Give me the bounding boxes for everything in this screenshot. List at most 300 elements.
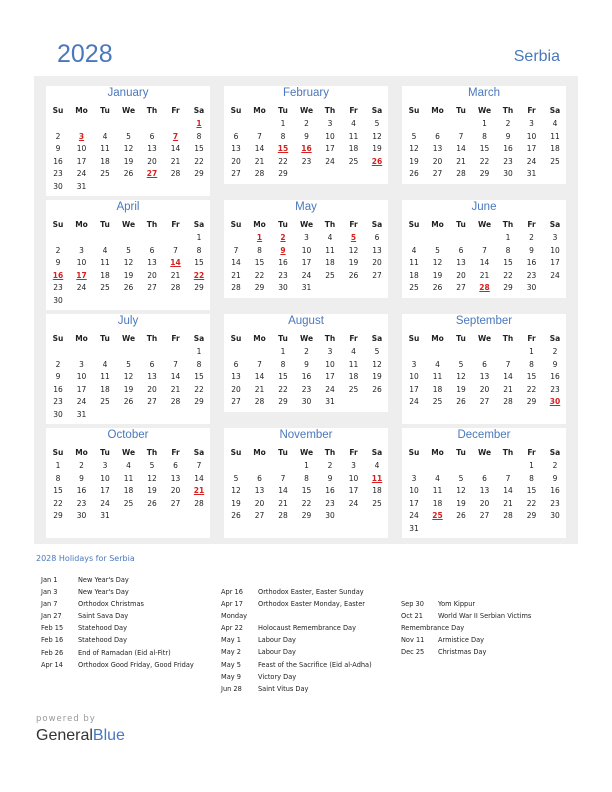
day-cell[interactable]: 2	[55, 245, 61, 255]
day-cell[interactable]: 2	[552, 347, 558, 356]
day-cell[interactable]: 5	[126, 359, 131, 369]
day-cell[interactable]: 26	[348, 270, 359, 280]
day-cell[interactable]: 29	[194, 169, 204, 179]
day-cell[interactable]: 29	[526, 511, 537, 521]
day-cell[interactable]: 21	[231, 270, 241, 280]
holiday-day-cell[interactable]: 14	[170, 258, 181, 268]
day-cell[interactable]: 10	[325, 359, 335, 369]
day-cell[interactable]: 19	[372, 144, 382, 154]
holiday-day-cell[interactable]: 16	[301, 144, 312, 154]
day-cell[interactable]: 8	[196, 245, 202, 255]
day-cell[interactable]: 27	[147, 397, 157, 407]
day-cell[interactable]: 28	[503, 511, 513, 521]
day-cell[interactable]: 25	[325, 270, 335, 280]
day-cell[interactable]: 24	[526, 156, 537, 166]
day-cell[interactable]: 23	[526, 270, 537, 280]
day-cell[interactable]: 5	[126, 131, 131, 141]
day-cell[interactable]: 21	[254, 156, 265, 166]
day-cell[interactable]: 25	[372, 498, 382, 508]
day-cell[interactable]: 26	[147, 498, 157, 508]
day-cell[interactable]: 9	[55, 144, 61, 154]
day-cell[interactable]: 7	[173, 245, 178, 255]
day-cell[interactable]: 23	[278, 270, 288, 280]
holiday-day-cell[interactable]: 22	[193, 270, 205, 280]
day-cell[interactable]: 17	[100, 486, 110, 496]
day-cell[interactable]: 27	[170, 498, 181, 508]
day-cell[interactable]: 14	[456, 144, 466, 154]
day-cell[interactable]: 3	[79, 359, 84, 369]
day-cell[interactable]: 27	[479, 511, 490, 521]
day-cell[interactable]: 9	[304, 131, 309, 141]
day-cell[interactable]: 19	[456, 384, 466, 394]
day-cell[interactable]: 20	[456, 270, 466, 280]
day-cell[interactable]: 2	[55, 359, 61, 369]
day-cell[interactable]: 18	[432, 498, 443, 508]
day-cell[interactable]: 4	[435, 359, 440, 369]
day-cell[interactable]: 16	[325, 486, 335, 496]
day-cell[interactable]: 9	[79, 473, 84, 483]
day-cell[interactable]: 14	[278, 486, 288, 496]
day-cell[interactable]: 26	[123, 169, 134, 179]
day-cell[interactable]: 11	[432, 486, 443, 496]
day-cell[interactable]: 18	[123, 486, 134, 496]
day-cell[interactable]: 16	[550, 486, 560, 496]
day-cell[interactable]: 7	[280, 473, 286, 483]
day-cell[interactable]: 17	[76, 384, 87, 394]
day-cell[interactable]: 2	[505, 119, 511, 128]
day-cell[interactable]: 12	[372, 359, 382, 369]
day-cell[interactable]: 28	[170, 397, 181, 407]
day-cell[interactable]: 24	[325, 384, 335, 394]
day-cell[interactable]: 13	[456, 258, 466, 268]
day-cell[interactable]: 17	[409, 498, 419, 508]
day-cell[interactable]: 15	[503, 258, 513, 268]
day-cell[interactable]: 26	[409, 169, 419, 179]
day-cell[interactable]: 22	[503, 270, 513, 280]
day-cell[interactable]: 11	[325, 245, 335, 255]
day-cell[interactable]: 20	[231, 384, 241, 394]
day-cell[interactable]: 20	[432, 156, 443, 166]
day-cell[interactable]: 20	[254, 498, 265, 508]
day-cell[interactable]: 19	[123, 270, 134, 280]
day-cell[interactable]: 5	[435, 245, 440, 255]
day-cell[interactable]: 7	[505, 359, 511, 369]
day-cell[interactable]: 4	[327, 233, 333, 242]
day-cell[interactable]: 22	[278, 156, 288, 166]
day-cell[interactable]: 26	[456, 511, 466, 521]
day-cell[interactable]: 18	[348, 372, 359, 382]
day-cell[interactable]: 20	[231, 156, 241, 166]
day-cell[interactable]: 6	[149, 131, 155, 141]
day-cell[interactable]: 19	[123, 156, 134, 166]
day-cell[interactable]: 4	[552, 119, 558, 128]
day-cell[interactable]: 22	[526, 498, 537, 508]
day-cell[interactable]: 15	[254, 258, 265, 268]
day-cell[interactable]: 11	[348, 359, 359, 369]
day-cell[interactable]: 14	[479, 258, 490, 268]
day-cell[interactable]: 23	[550, 498, 560, 508]
day-cell[interactable]: 20	[147, 156, 157, 166]
day-cell[interactable]: 27	[231, 397, 241, 407]
holiday-day-cell[interactable]: 15	[277, 144, 289, 154]
day-cell[interactable]: 9	[552, 473, 558, 483]
day-cell[interactable]: 8	[196, 359, 202, 369]
day-cell[interactable]: 13	[479, 372, 490, 382]
day-cell[interactable]: 13	[432, 144, 443, 154]
day-cell[interactable]: 22	[479, 156, 490, 166]
day-cell[interactable]: 23	[53, 397, 63, 407]
day-cell[interactable]: 12	[456, 372, 466, 382]
day-cell[interactable]: 5	[458, 473, 464, 483]
day-cell[interactable]: 20	[372, 258, 382, 268]
day-cell[interactable]: 12	[372, 131, 382, 141]
day-cell[interactable]: 15	[526, 486, 537, 496]
day-cell[interactable]: 20	[147, 384, 157, 394]
day-cell[interactable]: 9	[304, 359, 309, 369]
day-cell[interactable]: 3	[327, 119, 333, 128]
day-cell[interactable]: 10	[100, 473, 110, 483]
day-cell[interactable]: 15	[194, 144, 204, 154]
brand-logo[interactable]	[36, 727, 125, 745]
day-cell[interactable]: 30	[76, 511, 87, 521]
day-cell[interactable]: 16	[53, 156, 63, 166]
holiday-day-cell[interactable]: 16	[52, 270, 64, 280]
day-cell[interactable]: 1	[482, 119, 487, 128]
day-cell[interactable]: 1	[529, 461, 534, 470]
day-cell[interactable]: 24	[325, 156, 335, 166]
day-cell[interactable]: 29	[278, 169, 288, 179]
day-cell[interactable]: 8	[304, 473, 309, 483]
day-cell[interactable]: 17	[301, 258, 312, 268]
holiday-day-cell[interactable]: 5	[350, 233, 357, 242]
day-cell[interactable]: 13	[479, 486, 490, 496]
day-cell[interactable]: 11	[409, 258, 419, 268]
day-cell[interactable]: 8	[482, 131, 487, 141]
day-cell[interactable]: 6	[482, 473, 487, 483]
day-cell[interactable]: 28	[170, 169, 181, 179]
day-cell[interactable]: 31	[76, 410, 87, 419]
day-cell[interactable]: 28	[231, 283, 241, 293]
day-cell[interactable]: 24	[301, 270, 312, 280]
day-cell[interactable]: 2	[55, 131, 61, 141]
day-cell[interactable]: 10	[76, 372, 87, 382]
day-cell[interactable]: 21	[170, 270, 181, 280]
day-cell[interactable]: 22	[194, 384, 204, 394]
day-cell[interactable]: 1	[55, 461, 61, 470]
day-cell[interactable]: 12	[123, 144, 134, 154]
day-cell[interactable]: 18	[348, 144, 359, 154]
day-cell[interactable]: 7	[482, 245, 487, 255]
day-cell[interactable]: 1	[280, 119, 286, 128]
day-cell[interactable]: 6	[233, 131, 239, 141]
day-cell[interactable]: 23	[301, 156, 312, 166]
day-cell[interactable]: 6	[257, 473, 262, 483]
day-cell[interactable]: 12	[456, 486, 466, 496]
day-cell[interactable]: 4	[102, 131, 108, 141]
day-cell[interactable]: 23	[301, 384, 312, 394]
day-cell[interactable]: 11	[123, 473, 134, 483]
day-cell[interactable]: 3	[351, 461, 356, 470]
day-cell[interactable]: 23	[503, 156, 513, 166]
day-cell[interactable]: 11	[432, 372, 443, 382]
day-cell[interactable]: 28	[254, 169, 265, 179]
day-cell[interactable]: 23	[53, 169, 63, 179]
day-cell[interactable]: 12	[123, 372, 134, 382]
day-cell[interactable]: 3	[411, 359, 417, 369]
day-cell[interactable]: 4	[102, 359, 108, 369]
day-cell[interactable]: 13	[231, 144, 241, 154]
day-cell[interactable]: 7	[173, 359, 178, 369]
day-cell[interactable]: 28	[456, 169, 466, 179]
day-cell[interactable]: 18	[100, 270, 110, 280]
day-cell[interactable]: 3	[102, 461, 108, 470]
holiday-day-cell[interactable]: 17	[76, 270, 87, 280]
day-cell[interactable]: 31	[325, 397, 335, 407]
day-cell[interactable]: 21	[479, 270, 490, 280]
day-cell[interactable]: 26	[372, 384, 382, 394]
day-cell[interactable]: 22	[53, 498, 63, 508]
day-cell[interactable]: 5	[149, 461, 155, 470]
day-cell[interactable]: 16	[76, 486, 87, 496]
day-cell[interactable]: 20	[479, 384, 490, 394]
day-cell[interactable]: 27	[432, 169, 443, 179]
day-cell[interactable]: 19	[372, 372, 382, 382]
day-cell[interactable]: 30	[53, 410, 63, 419]
day-cell[interactable]: 15	[526, 372, 537, 382]
day-cell[interactable]: 6	[149, 359, 155, 369]
day-cell[interactable]: 13	[231, 372, 241, 382]
day-cell[interactable]: 1	[505, 233, 511, 242]
day-cell[interactable]: 13	[147, 372, 157, 382]
day-cell[interactable]: 22	[526, 384, 537, 394]
day-cell[interactable]: 5	[126, 245, 131, 255]
day-cell[interactable]: 17	[550, 258, 560, 268]
day-cell[interactable]: 14	[254, 144, 265, 154]
day-cell[interactable]: 4	[374, 461, 380, 470]
day-cell[interactable]: 15	[53, 486, 63, 496]
day-cell[interactable]: 1	[280, 347, 286, 356]
day-cell[interactable]: 6	[149, 245, 155, 255]
day-cell[interactable]: 12	[409, 144, 419, 154]
day-cell[interactable]: 16	[278, 258, 288, 268]
day-cell[interactable]: 14	[170, 372, 181, 382]
day-cell[interactable]: 16	[53, 384, 63, 394]
day-cell[interactable]: 5	[374, 347, 380, 356]
day-cell[interactable]: 9	[529, 245, 534, 255]
day-cell[interactable]: 18	[325, 258, 335, 268]
day-cell[interactable]: 30	[503, 169, 513, 179]
day-cell[interactable]: 31	[76, 182, 87, 191]
day-cell[interactable]: 18	[550, 144, 560, 154]
day-cell[interactable]: 10	[409, 486, 419, 496]
day-cell[interactable]: 13	[147, 258, 157, 268]
day-cell[interactable]: 30	[550, 511, 560, 521]
day-cell[interactable]: 18	[432, 384, 443, 394]
day-cell[interactable]: 3	[411, 473, 417, 483]
day-cell[interactable]: 15	[301, 486, 312, 496]
day-cell[interactable]: 20	[147, 270, 157, 280]
day-cell[interactable]: 6	[173, 461, 178, 470]
day-cell[interactable]: 15	[278, 372, 288, 382]
day-cell[interactable]: 7	[196, 461, 202, 470]
day-cell[interactable]: 17	[76, 156, 87, 166]
day-cell[interactable]: 9	[327, 473, 333, 483]
holiday-day-cell[interactable]: 26	[371, 156, 383, 166]
day-cell[interactable]: 19	[456, 498, 466, 508]
day-cell[interactable]: 11	[100, 144, 110, 154]
day-cell[interactable]: 18	[100, 156, 110, 166]
day-cell[interactable]: 13	[372, 245, 382, 255]
day-cell[interactable]: 28	[254, 397, 265, 407]
day-cell[interactable]: 8	[280, 359, 286, 369]
day-cell[interactable]: 17	[348, 486, 359, 496]
day-cell[interactable]: 10	[76, 144, 87, 154]
day-cell[interactable]: 21	[278, 498, 288, 508]
day-cell[interactable]: 7	[257, 131, 262, 141]
day-cell[interactable]: 19	[348, 258, 359, 268]
day-cell[interactable]: 2	[304, 119, 309, 128]
day-cell[interactable]: 24	[76, 283, 87, 293]
day-cell[interactable]: 29	[254, 283, 265, 293]
day-cell[interactable]: 12	[348, 245, 359, 255]
day-cell[interactable]: 18	[100, 384, 110, 394]
day-cell[interactable]: 19	[231, 498, 241, 508]
day-cell[interactable]: 23	[76, 498, 87, 508]
day-cell[interactable]: 13	[147, 144, 157, 154]
day-cell[interactable]: 17	[526, 144, 537, 154]
day-cell[interactable]: 12	[147, 473, 157, 483]
day-cell[interactable]: 25	[409, 283, 419, 293]
day-cell[interactable]: 21	[170, 384, 181, 394]
day-cell[interactable]: 27	[231, 169, 241, 179]
day-cell[interactable]: 24	[348, 498, 359, 508]
day-cell[interactable]: 2	[304, 347, 309, 356]
day-cell[interactable]: 20	[479, 498, 490, 508]
day-cell[interactable]: 11	[550, 131, 560, 141]
day-cell[interactable]: 11	[348, 131, 359, 141]
day-cell[interactable]: 25	[100, 397, 110, 407]
day-cell[interactable]: 18	[409, 270, 419, 280]
day-cell[interactable]: 11	[100, 258, 110, 268]
day-cell[interactable]: 29	[194, 397, 204, 407]
day-cell[interactable]: 16	[550, 372, 560, 382]
day-cell[interactable]: 27	[479, 397, 490, 407]
day-cell[interactable]: 28	[278, 511, 288, 521]
day-cell[interactable]: 2	[327, 461, 333, 470]
day-cell[interactable]: 21	[254, 384, 265, 394]
day-cell[interactable]: 29	[503, 283, 513, 293]
day-cell[interactable]: 8	[55, 473, 61, 483]
day-cell[interactable]: 7	[458, 131, 464, 141]
day-cell[interactable]: 3	[552, 233, 558, 242]
day-cell[interactable]: 24	[550, 270, 560, 280]
day-cell[interactable]: 2	[79, 461, 84, 470]
day-cell[interactable]: 19	[147, 486, 157, 496]
day-cell[interactable]: 27	[372, 270, 382, 280]
holiday-day-cell[interactable]: 27	[146, 169, 158, 179]
day-cell[interactable]: 12	[231, 486, 241, 496]
day-cell[interactable]: 17	[325, 144, 335, 154]
day-cell[interactable]: 25	[100, 283, 110, 293]
day-cell[interactable]: 13	[170, 473, 181, 483]
day-cell[interactable]: 29	[278, 397, 288, 407]
day-cell[interactable]: 10	[348, 473, 359, 483]
day-cell[interactable]: 30	[278, 283, 288, 293]
day-cell[interactable]: 7	[257, 359, 262, 369]
day-cell[interactable]: 23	[53, 283, 63, 293]
day-cell[interactable]: 19	[409, 156, 419, 166]
day-cell[interactable]: 24	[409, 397, 419, 407]
day-cell[interactable]: 22	[278, 384, 288, 394]
day-cell[interactable]: 26	[231, 511, 241, 521]
holiday-day-cell[interactable]: 9	[280, 245, 286, 255]
day-cell[interactable]: 9	[505, 131, 511, 141]
day-cell[interactable]: 30	[53, 296, 63, 305]
day-cell[interactable]: 23	[325, 498, 335, 508]
day-cell[interactable]: 19	[432, 270, 443, 280]
day-cell[interactable]: 22	[301, 498, 312, 508]
day-cell[interactable]: 8	[505, 245, 511, 255]
day-cell[interactable]: 8	[529, 359, 534, 369]
day-cell[interactable]: 29	[526, 397, 537, 407]
day-cell[interactable]: 6	[482, 359, 487, 369]
day-cell[interactable]: 5	[411, 131, 417, 141]
day-cell[interactable]: 14	[503, 486, 513, 496]
holiday-day-cell[interactable]: 3	[78, 131, 85, 141]
day-cell[interactable]: 10	[301, 245, 312, 255]
day-cell[interactable]: 9	[55, 372, 61, 382]
day-cell[interactable]: 18	[372, 486, 382, 496]
day-cell[interactable]: 21	[170, 156, 181, 166]
day-cell[interactable]: 26	[456, 397, 466, 407]
day-cell[interactable]: 31	[526, 169, 537, 179]
day-cell[interactable]: 28	[194, 498, 204, 508]
day-cell[interactable]: 26	[123, 397, 134, 407]
day-cell[interactable]: 28	[170, 283, 181, 293]
day-cell[interactable]: 22	[194, 156, 204, 166]
day-cell[interactable]: 4	[435, 473, 440, 483]
day-cell[interactable]: 3	[327, 347, 333, 356]
day-cell[interactable]: 10	[76, 258, 87, 268]
day-cell[interactable]: 27	[456, 283, 466, 293]
day-cell[interactable]: 14	[170, 144, 181, 154]
day-cell[interactable]: 24	[409, 511, 419, 521]
day-cell[interactable]: 4	[351, 347, 356, 356]
day-cell[interactable]: 6	[374, 233, 380, 242]
day-cell[interactable]: 3	[79, 245, 84, 255]
day-cell[interactable]: 22	[254, 270, 265, 280]
day-cell[interactable]: 10	[550, 245, 560, 255]
day-cell[interactable]: 4	[102, 245, 108, 255]
day-cell[interactable]: 15	[194, 258, 204, 268]
day-cell[interactable]: 23	[550, 384, 560, 394]
day-cell[interactable]: 27	[254, 511, 265, 521]
holiday-day-cell[interactable]: 28	[479, 283, 490, 293]
day-cell[interactable]: 29	[53, 511, 63, 521]
holiday-day-cell[interactable]: 30	[549, 397, 561, 407]
day-cell[interactable]: 28	[503, 397, 513, 407]
day-cell[interactable]: 2	[529, 233, 534, 242]
day-cell[interactable]: 24	[100, 498, 110, 508]
day-cell[interactable]: 1	[196, 233, 202, 242]
day-cell[interactable]: 8	[196, 131, 202, 141]
day-cell[interactable]: 25	[123, 498, 134, 508]
day-cell[interactable]: 1	[304, 461, 309, 470]
day-cell[interactable]: 15	[479, 144, 490, 154]
day-cell[interactable]: 5	[233, 473, 239, 483]
holiday-day-cell[interactable]: 2	[280, 233, 286, 242]
day-cell[interactable]: 11	[100, 372, 110, 382]
